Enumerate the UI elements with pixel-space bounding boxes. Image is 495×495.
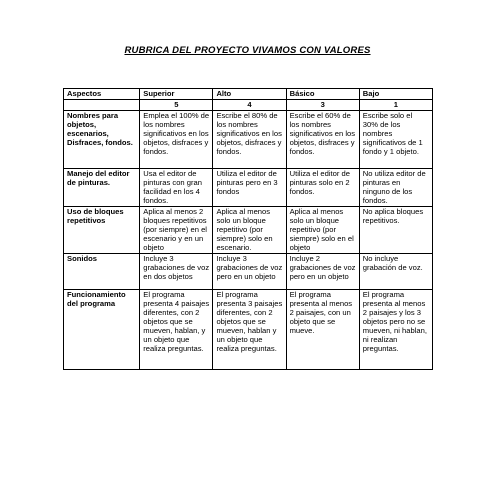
criteria-cell: El programa presenta 4 paisajes diferentes, con 2 objetos que se mueven, hablan, y un objeto que realiza preguntas. [140, 290, 213, 370]
criteria-cell: Escribe el 80% de los nombres significativos en los objetos, disfraces y fondos. [213, 111, 286, 169]
table-row [64, 207, 433, 254]
header-row [64, 89, 433, 100]
aspect-cell: Sonidos [64, 254, 140, 290]
table-row [64, 290, 433, 370]
criteria-cell: El programa presenta al menos 2 paisajes, con un objeto que se mueve. [286, 290, 359, 370]
aspect-cell: Uso de bloques repetitivos [64, 207, 140, 254]
score-bajo: 1 [359, 100, 432, 111]
header-bajo: Bajo [359, 89, 432, 100]
score-superior: 5 [140, 100, 213, 111]
criteria-cell: No aplica bloques repetitivos. [359, 207, 432, 254]
criteria-cell: No utiliza editor de pinturas en ninguno de los fondos. [359, 169, 432, 207]
criteria-cell: El programa presenta al menos 2 paisajes y los 3 objetos pero no se mueven, ni hablan, ni realizan preguntas. [359, 290, 432, 370]
aspect-cell: Manejo del editor de pinturas. [64, 169, 140, 207]
criteria-cell: Escribe solo el 30% de los nombres significativos de 1 fondo y 1 objeto. [359, 111, 432, 169]
aspect-cell: Funcionamiento del programa [64, 290, 140, 370]
score-row [64, 100, 433, 111]
criteria-cell: Incluye 2 grabaciones de voz pero en un objeto [286, 254, 359, 290]
criteria-cell: Usa el editor de pinturas con gran facilidad en los 4 fondos. [140, 169, 213, 207]
criteria-cell: Incluye 3 grabaciones de voz en dos objetos [140, 254, 213, 290]
rubric-table [63, 88, 433, 370]
criteria-cell: El programa presenta 3 paisajes diferentes, con 2 objetos que se mueven, hablan y un objeto que realiza preguntas. [213, 290, 286, 370]
header-aspectos: Aspectos [64, 89, 140, 100]
score-alto: 4 [213, 100, 286, 111]
page-title: RUBRICA DEL PROYECTO VIVAMOS CON VALORES [124, 45, 371, 56]
header-superior: Superior [140, 89, 213, 100]
score-cell-empty [64, 100, 140, 111]
header-alto: Alto [213, 89, 286, 100]
aspect-cell: Nombres para objetos, escenarios, Disfraces, fondos. [64, 111, 140, 169]
table-row [64, 254, 433, 290]
criteria-cell: Aplica al menos solo un bloque repetitivo (por siempre) solo en el objeto [286, 207, 359, 254]
criteria-cell: Escribe el 60% de los nombres significativos en los objetos, disfraces y fondos. [286, 111, 359, 169]
header-basico: Básico [286, 89, 359, 100]
criteria-cell: No incluye grabación de voz. [359, 254, 432, 290]
criteria-cell: Utiliza el editor de pinturas pero en 3 fondos [213, 169, 286, 207]
criteria-cell: Aplica al menos solo un bloque repetitivo (por siempre) solo en escenario. [213, 207, 286, 254]
criteria-cell: Aplica al menos 2 bloques repetitivos (por siempre) en el escenario y en un objeto [140, 207, 213, 254]
score-basico: 3 [286, 100, 359, 111]
criteria-cell: Incluye 3 grabaciones de voz pero en un objeto [213, 254, 286, 290]
criteria-cell: Emplea el 100% de los nombres significativos en los objetos, disfraces y fondos. [140, 111, 213, 169]
criteria-cell: Utiliza el editor de pinturas solo en 2 fondos. [286, 169, 359, 207]
table-row [64, 111, 433, 169]
table-row [64, 169, 433, 207]
